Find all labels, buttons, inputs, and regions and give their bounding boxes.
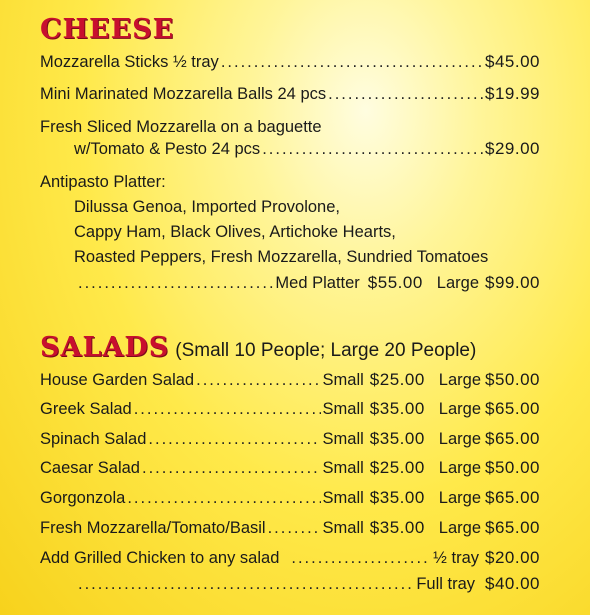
leader-dots	[142, 459, 321, 478]
large-price: $65.00	[485, 518, 540, 537]
large-label: Large	[438, 430, 481, 448]
small-price: $25.00	[369, 458, 425, 477]
salad-name: Greek Salad	[40, 400, 132, 418]
large-label: Large	[438, 459, 481, 477]
large-label: Large	[438, 519, 481, 537]
small-price: $35.00	[369, 488, 425, 507]
item-name: w/Tomato & Pesto 24 pcs	[74, 140, 261, 158]
salad-name: Caesar Salad	[40, 459, 140, 477]
large-price: $65.00	[485, 429, 540, 448]
small-label: Small	[322, 519, 364, 537]
med-platter-label: Med Platter	[275, 274, 360, 292]
full-tray-label: Full tray	[416, 575, 475, 593]
leader-dots	[221, 53, 483, 72]
large-price: $65.00	[485, 399, 540, 418]
leader-dots	[291, 549, 431, 568]
small-price: $35.00	[369, 429, 425, 448]
large-price: $50.00	[485, 458, 540, 477]
leader-dots	[78, 575, 414, 594]
item-price: $19.99	[485, 84, 540, 103]
antipasto-title: Antipasto Platter:	[40, 173, 166, 191]
full-tray-price: $40.00	[485, 574, 540, 593]
cheese-section-title: CHEESE	[40, 14, 175, 45]
leader-dots	[268, 519, 321, 538]
salad-row	[40, 458, 540, 482]
large-platter-price: $99.00	[485, 273, 540, 292]
large-price: $50.00	[485, 370, 540, 389]
salad-row	[40, 488, 540, 512]
small-label: Small	[322, 371, 364, 389]
salad-row	[40, 518, 540, 542]
half-tray-label: ½ tray	[433, 549, 479, 567]
leader-dots	[262, 140, 483, 159]
item-name-line: Fresh Sliced Mozzarella on a baguette	[40, 118, 322, 136]
large-label: Large	[438, 400, 481, 418]
med-platter-price: $55.00	[367, 273, 423, 292]
half-tray-price: $20.00	[485, 548, 540, 567]
salad-name: Gorgonzola	[40, 489, 126, 507]
large-label: Large	[438, 489, 481, 507]
chicken-addon-name: Add Grilled Chicken to any salad	[40, 549, 280, 567]
antipasto-price-row	[78, 273, 540, 297]
small-price: $35.00	[369, 399, 425, 418]
salad-row	[40, 370, 540, 394]
antipasto-ingredients: Dilussa Genoa, Imported Provolone,	[74, 198, 340, 216]
large-label: Large	[436, 274, 479, 292]
salads-size-note: (Small 10 People; Large 20 People)	[175, 340, 477, 361]
small-label: Small	[322, 430, 364, 448]
leader-dots	[78, 274, 273, 293]
small-price: $25.00	[369, 370, 425, 389]
salads-title-text: SALADS	[40, 332, 170, 363]
small-label: Small	[322, 400, 364, 418]
leader-dots	[127, 489, 320, 508]
salad-row	[40, 399, 540, 423]
antipasto-ingredients: Roasted Peppers, Fresh Mozzarella, Sundried Tomatoes	[74, 248, 489, 266]
menu-item	[40, 84, 540, 108]
item-price: $45.00	[485, 52, 540, 71]
item-price: $29.00	[485, 139, 540, 158]
item-name: Mini Marinated Mozzarella Balls 24 pcs	[40, 85, 327, 103]
small-label: Small	[322, 459, 364, 477]
chicken-full-tray-row	[78, 574, 540, 598]
leader-dots	[134, 400, 321, 419]
menu-item	[40, 52, 540, 76]
salad-name: House Garden Salad	[40, 371, 195, 389]
salad-name: Fresh Mozzarella/Tomato/Basil	[40, 519, 266, 537]
chicken-addon-row	[40, 548, 540, 572]
leader-dots	[196, 371, 320, 390]
small-price: $35.00	[369, 518, 425, 537]
leader-dots	[328, 85, 483, 104]
menu-item	[74, 139, 540, 163]
salad-name: Spinach Salad	[40, 430, 147, 448]
salads-section-title	[40, 332, 476, 363]
item-name: Mozzarella Sticks ½ tray	[40, 53, 219, 71]
antipasto-ingredients: Cappy Ham, Black Olives, Artichoke Hearts,	[74, 223, 396, 241]
small-label: Small	[322, 489, 364, 507]
leader-dots	[148, 430, 320, 449]
large-price: $65.00	[485, 488, 540, 507]
large-label: Large	[438, 371, 481, 389]
salad-row	[40, 429, 540, 453]
